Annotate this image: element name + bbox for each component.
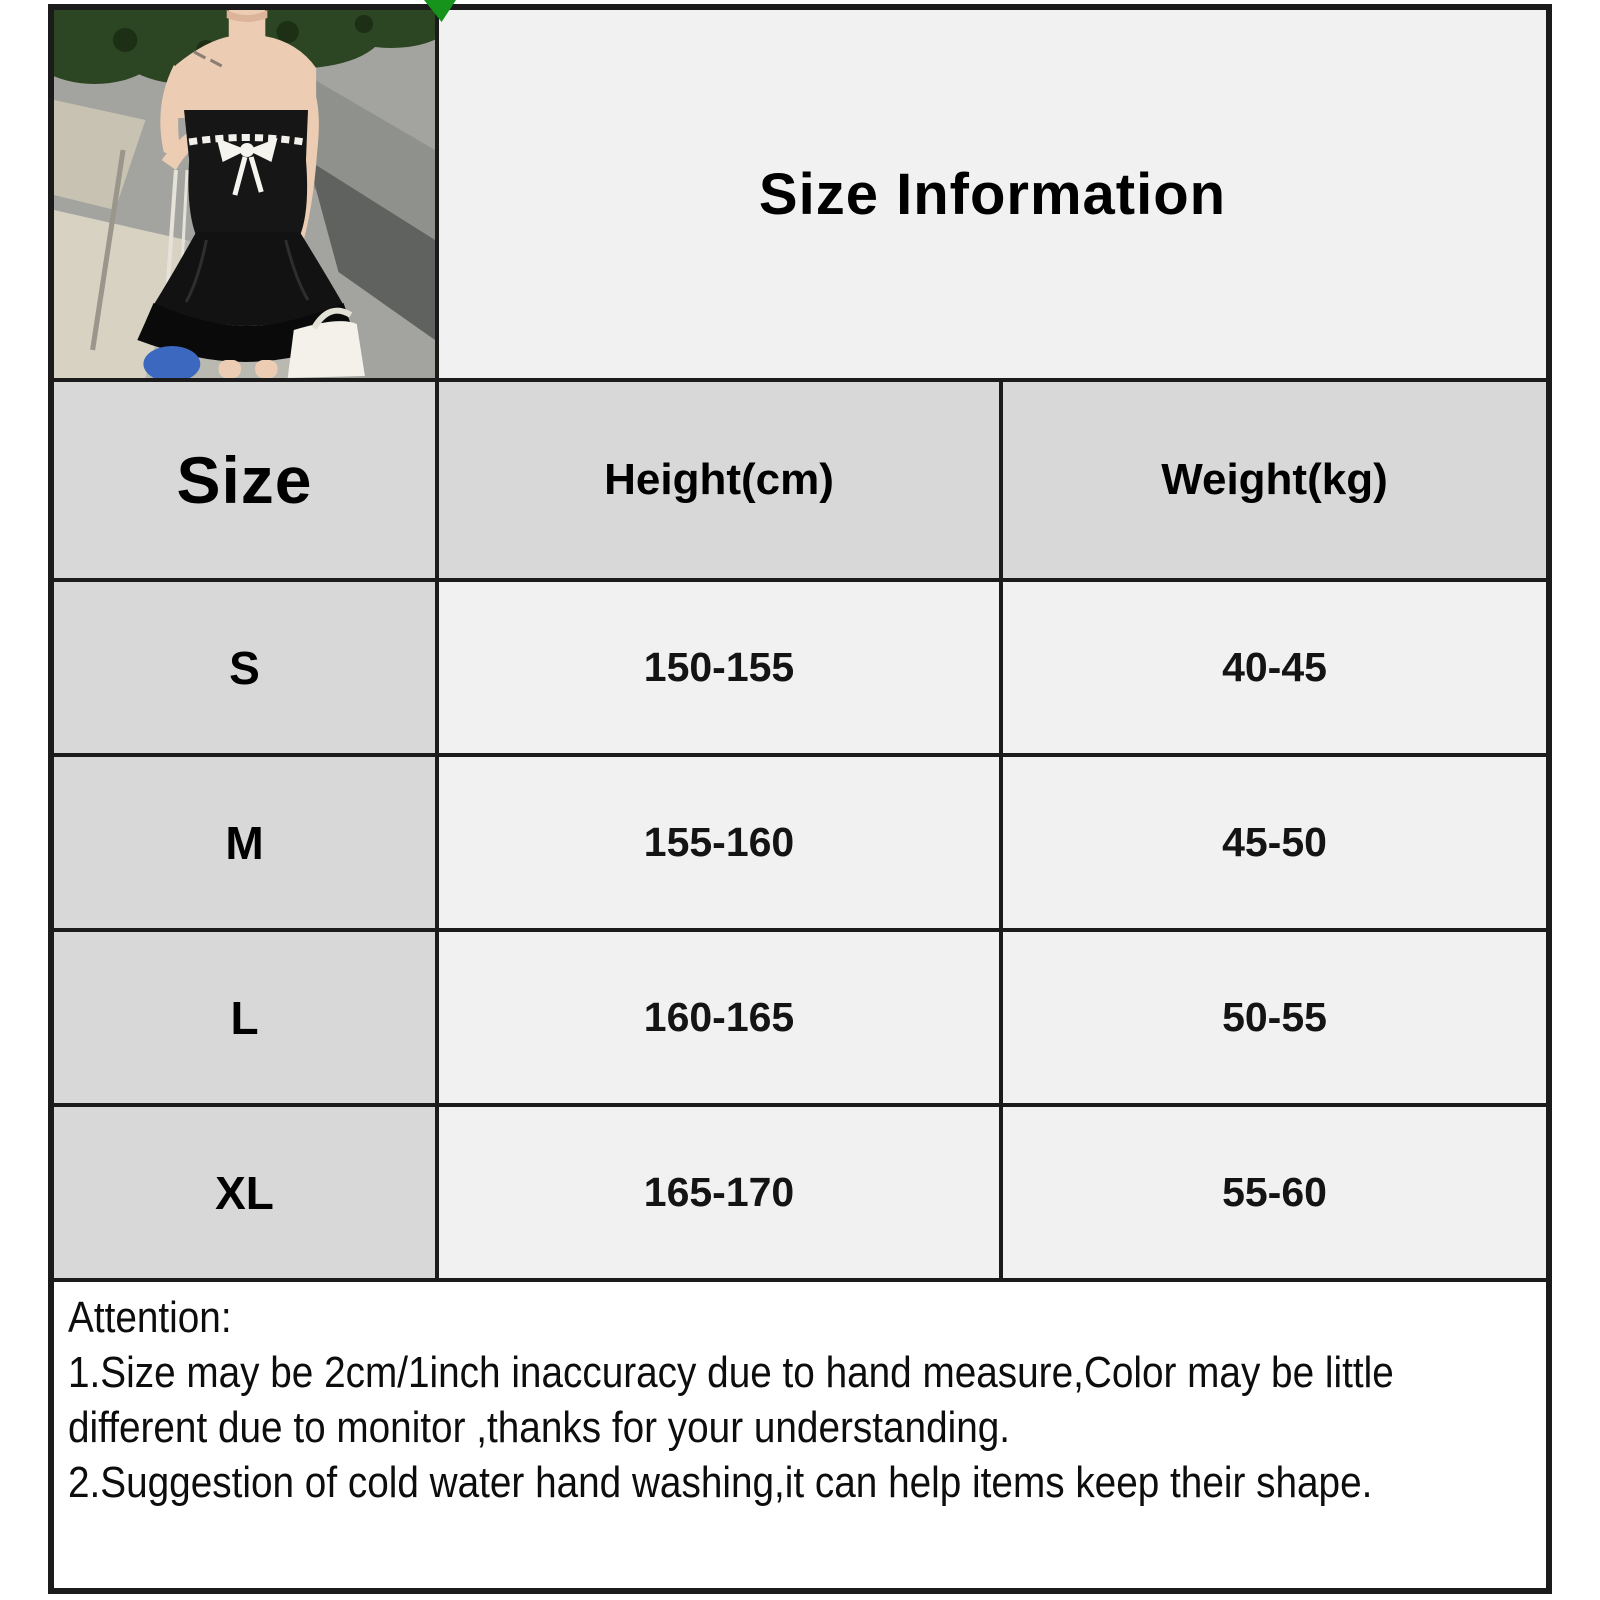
attention-section [54, 1282, 1546, 1588]
row-xl-size: XL [215, 1166, 274, 1219]
header-height-label: Height(cm) [604, 455, 834, 504]
row-s-size: S [229, 641, 260, 694]
row-m-size-cell [54, 757, 439, 932]
page-title: Size Information [758, 161, 1227, 227]
row-l-size: L [230, 991, 259, 1044]
product-photo [54, 10, 435, 378]
row-l-height: 160-165 [643, 994, 795, 1040]
header-height [439, 382, 1003, 582]
header-size-label: Size [176, 443, 313, 517]
row-s-weight: 40-45 [1222, 644, 1327, 690]
row-l-height-cell [439, 932, 1003, 1107]
row-s-weight-cell [1003, 582, 1546, 757]
row-xl-height: 165-170 [643, 1169, 795, 1215]
row-l-weight-cell [1003, 932, 1546, 1107]
row-xl-weight-cell [1003, 1107, 1546, 1282]
size-table [48, 4, 1552, 1594]
attention-line-1: 1.Size may be 2cm/1inch inaccuracy due to hand measure,Color may be little [68, 1348, 1394, 1397]
row-m-height: 155-160 [643, 819, 795, 865]
header-size [54, 382, 439, 582]
row-s-height-cell [439, 582, 1003, 757]
row-xl-size-cell [54, 1107, 439, 1282]
header-weight-label: Weight(kg) [1161, 455, 1388, 504]
attention-heading: Attention: [68, 1293, 232, 1342]
attention-line-2: different due to monitor ,thanks for your understanding. [68, 1403, 1011, 1452]
row-s-size-cell [54, 582, 439, 757]
row-s-height: 150-155 [643, 644, 795, 690]
row-m-height-cell [439, 757, 1003, 932]
title-cell [439, 10, 1546, 382]
row-m-size: M [225, 816, 264, 869]
attention-line-3: 2.Suggestion of cold water hand washing,it can help items keep their shape. [68, 1458, 1373, 1507]
row-xl-weight: 55-60 [1222, 1169, 1327, 1215]
row-m-weight: 45-50 [1222, 819, 1327, 865]
row-m-weight-cell [1003, 757, 1546, 932]
row-xl-height-cell [439, 1107, 1003, 1282]
row-l-weight: 50-55 [1222, 994, 1327, 1040]
product-photo-cell [54, 10, 439, 382]
header-weight [1003, 382, 1546, 582]
row-l-size-cell [54, 932, 439, 1107]
